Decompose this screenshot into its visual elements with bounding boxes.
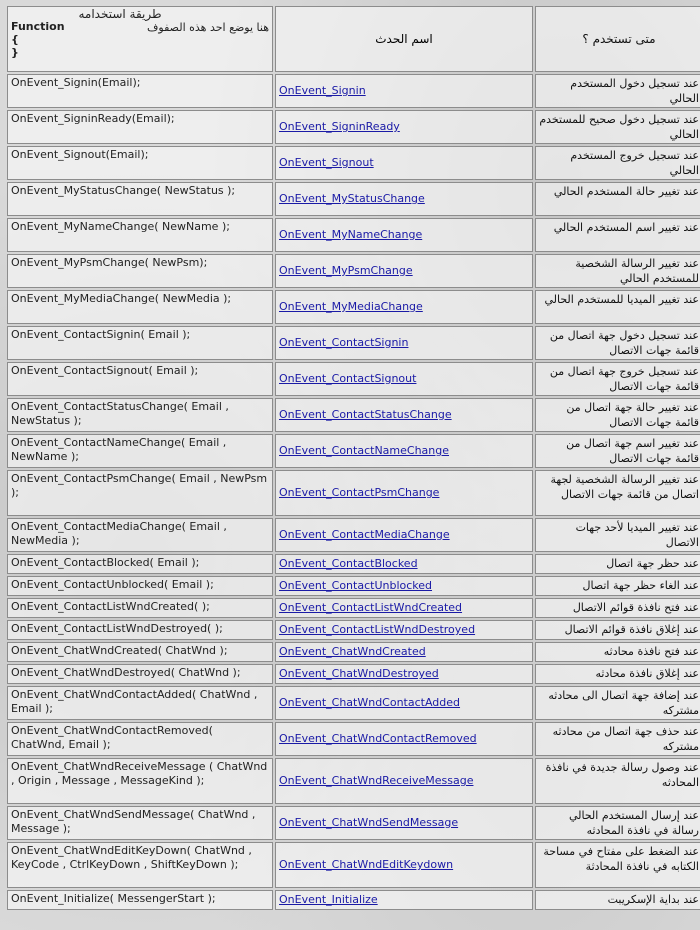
usage-header-cell bbox=[7, 6, 273, 72]
usage-title: طريقة استخدامه bbox=[78, 7, 162, 21]
usage-cell: OnEvent_ContactNameChange( Email , NewName ); bbox=[7, 434, 273, 468]
usage-cell: OnEvent_Initialize( MessengerStart ); bbox=[7, 890, 273, 910]
table-row bbox=[7, 74, 700, 108]
event-cell bbox=[275, 620, 533, 640]
when-cell: عند حظر جهة اتصال bbox=[535, 554, 700, 574]
usage-cell: OnEvent_ContactBlocked( Email ); bbox=[7, 554, 273, 574]
table-row bbox=[7, 146, 700, 180]
table-row bbox=[7, 554, 700, 574]
event-link[interactable]: OnEvent_MyMediaChange bbox=[279, 300, 423, 313]
table-row bbox=[7, 470, 700, 516]
table-row bbox=[7, 598, 700, 618]
table-row bbox=[7, 254, 700, 288]
when-cell: عند تغيير الرسالة الشخصية لجهة اتصال من قائمة جهات الاتصال bbox=[535, 470, 700, 516]
usage-cell: OnEvent_ChatWndContactRemoved( ChatWnd, Email ); bbox=[7, 722, 273, 756]
event-cell bbox=[275, 146, 533, 180]
event-link[interactable]: OnEvent_ContactBlocked bbox=[279, 557, 418, 570]
event-link[interactable]: OnEvent_ContactListWndDestroyed bbox=[279, 623, 476, 636]
event-link[interactable]: OnEvent_ChatWndCreated bbox=[279, 645, 426, 658]
when-cell: عند تغيير اسم المستخدم الحالي bbox=[535, 218, 700, 252]
event-cell bbox=[275, 218, 533, 252]
event-link[interactable]: OnEvent_ContactListWndCreated bbox=[279, 601, 463, 614]
event-link[interactable]: OnEvent_MyPsmChange bbox=[279, 264, 413, 277]
event-cell bbox=[275, 470, 533, 516]
event-link[interactable]: OnEvent_ChatWndSendMessage bbox=[279, 816, 459, 829]
when-cell: عند إضافة جهة اتصال الى محادثه مشتركه bbox=[535, 686, 700, 720]
event-cell bbox=[275, 686, 533, 720]
table-row bbox=[7, 890, 700, 910]
usage-cell: OnEvent_ChatWndDestroyed( ChatWnd ); bbox=[7, 664, 273, 684]
when-cell: عند تغيير الرسالة الشخصية للمستخدم الحالي bbox=[535, 254, 700, 288]
event-cell bbox=[275, 664, 533, 684]
table-row bbox=[7, 326, 700, 360]
event-cell bbox=[275, 362, 533, 396]
when-cell: عند حذف جهة اتصال من محادثه مشتركه bbox=[535, 722, 700, 756]
usage-cell: OnEvent_ChatWndReceiveMessage ( ChatWnd , Origin , Message , MessageKind ); bbox=[7, 758, 273, 804]
table-row bbox=[7, 398, 700, 432]
table-row bbox=[7, 110, 700, 144]
event-cell bbox=[275, 642, 533, 662]
event-cell bbox=[275, 842, 533, 888]
when-cell: عند إرسال المستخدم الحالي رسالة في نافذة المحادثه bbox=[535, 806, 700, 840]
event-link[interactable]: OnEvent_SigninReady bbox=[279, 120, 400, 133]
usage-cell: OnEvent_MyNameChange( NewName ); bbox=[7, 218, 273, 252]
event-link[interactable]: OnEvent_ChatWndEditKeydown bbox=[279, 858, 454, 871]
when-title: متى تستخدم ؟ bbox=[582, 31, 656, 46]
when-cell: عند تغيير اسم جهة اتصال من قائمة جهات الاتصال bbox=[535, 434, 700, 468]
usage-cell: OnEvent_ContactMediaChange( Email , NewMedia ); bbox=[7, 518, 273, 552]
usage-cell: OnEvent_ChatWndContactAdded( ChatWnd , Email ); bbox=[7, 686, 273, 720]
when-cell: عند تسجيل دخول المستخدم الحالي bbox=[535, 74, 700, 108]
event-link[interactable]: OnEvent_Signout bbox=[279, 156, 374, 169]
event-name-header-cell bbox=[275, 6, 533, 72]
usage-cell: OnEvent_MyPsmChange( NewPsm); bbox=[7, 254, 273, 288]
event-link[interactable]: OnEvent_Initialize bbox=[279, 893, 378, 906]
event-link[interactable]: OnEvent_ContactPsmChange bbox=[279, 486, 440, 499]
header-row bbox=[7, 6, 700, 72]
when-cell: عند الضغط على مفتاح في مساحة الكتابه في نافذة المحادثة bbox=[535, 842, 700, 888]
event-cell bbox=[275, 326, 533, 360]
usage-cell: OnEvent_ContactStatusChange( Email , NewStatus ); bbox=[7, 398, 273, 432]
event-link[interactable]: OnEvent_ContactSignin bbox=[279, 336, 409, 349]
table-row bbox=[7, 218, 700, 252]
usage-cell: OnEvent_MyMediaChange( NewMedia ); bbox=[7, 290, 273, 324]
event-cell bbox=[275, 758, 533, 804]
table-row bbox=[7, 686, 700, 720]
event-link[interactable]: OnEvent_ContactNameChange bbox=[279, 444, 450, 457]
when-header-cell bbox=[535, 6, 700, 72]
event-link[interactable]: OnEvent_ChatWndContactRemoved bbox=[279, 732, 477, 745]
when-cell: عند فتح نافذة محادثه bbox=[535, 642, 700, 662]
usage-cell: OnEvent_ContactPsmChange( Email , NewPsm ); bbox=[7, 470, 273, 516]
event-cell bbox=[275, 722, 533, 756]
usage-cell: OnEvent_Signout(Email); bbox=[7, 146, 273, 180]
event-cell bbox=[275, 598, 533, 618]
event-cell bbox=[275, 110, 533, 144]
event-cell bbox=[275, 74, 533, 108]
when-cell: عند فتح نافذة قوائم الاتصال bbox=[535, 598, 700, 618]
event-cell bbox=[275, 554, 533, 574]
table-row bbox=[7, 576, 700, 596]
when-cell: عند تغيير حالة المستخدم الحالي bbox=[535, 182, 700, 216]
usage-cell: OnEvent_ContactSignin( Email ); bbox=[7, 326, 273, 360]
when-cell: عند تسجيل خروج جهة اتصال من قائمة جهات الاتصال bbox=[535, 362, 700, 396]
when-cell: عند الغاء حظر جهة اتصال bbox=[535, 576, 700, 596]
usage-cell: OnEvent_MyStatusChange( NewStatus ); bbox=[7, 182, 273, 216]
when-cell: عند إغلاق نافذة قوائم الاتصال bbox=[535, 620, 700, 640]
event-cell bbox=[275, 290, 533, 324]
table-row bbox=[7, 290, 700, 324]
table-row bbox=[7, 722, 700, 756]
table-row bbox=[7, 518, 700, 552]
event-link[interactable]: OnEvent_ChatWndReceiveMessage bbox=[279, 774, 474, 787]
usage-cell: OnEvent_SigninReady(Email); bbox=[7, 110, 273, 144]
table-row bbox=[7, 664, 700, 684]
usage-cell: OnEvent_ChatWndEditKeyDown( ChatWnd , KeyCode , CtrlKeyDown , ShiftKeyDown ); bbox=[7, 842, 273, 888]
event-link[interactable]: OnEvent_ContactUnblocked bbox=[279, 579, 433, 592]
event-cell bbox=[275, 398, 533, 432]
table-row bbox=[7, 842, 700, 888]
event-link[interactable]: OnEvent_ContactMediaChange bbox=[279, 528, 450, 541]
table-row bbox=[7, 620, 700, 640]
table-row bbox=[7, 434, 700, 468]
function-keyword: Function bbox=[11, 20, 65, 33]
when-cell: عند تغيير حالة جهة اتصال من قائمة جهات الاتصال bbox=[535, 398, 700, 432]
when-cell: عند وصول رسالة جديدة في نافذة المحادثه bbox=[535, 758, 700, 804]
when-cell: عند تسجيل دخول صحيح للمستخدم الحالي bbox=[535, 110, 700, 144]
event-cell bbox=[275, 576, 533, 596]
event-cell bbox=[275, 434, 533, 468]
event-cell bbox=[275, 182, 533, 216]
usage-cell: OnEvent_ContactListWndCreated( ); bbox=[7, 598, 273, 618]
event-link[interactable]: OnEvent_MyNameChange bbox=[279, 228, 423, 241]
event-cell bbox=[275, 518, 533, 552]
table-row bbox=[7, 642, 700, 662]
usage-cell: OnEvent_ChatWndSendMessage( ChatWnd , Message ); bbox=[7, 806, 273, 840]
event-link[interactable]: OnEvent_ContactSignout bbox=[279, 372, 417, 385]
brace-close: } bbox=[11, 46, 19, 59]
event-cell bbox=[275, 806, 533, 840]
usage-cell: OnEvent_ContactListWndDestroyed( ); bbox=[7, 620, 273, 640]
brace-open: { bbox=[11, 33, 19, 46]
table-row bbox=[7, 362, 700, 396]
when-cell: عند تغيير الميديا للمستخدم الحالي bbox=[535, 290, 700, 324]
table-row bbox=[7, 182, 700, 216]
event-link[interactable]: OnEvent_ChatWndDestroyed bbox=[279, 667, 439, 680]
event-name-title: اسم الحدث bbox=[375, 32, 433, 46]
usage-cell: OnEvent_ContactUnblocked( Email ); bbox=[7, 576, 273, 596]
when-cell: عند إغلاق نافذة محادثه bbox=[535, 664, 700, 684]
usage-cell: OnEvent_Signin(Email); bbox=[7, 74, 273, 108]
event-link[interactable]: OnEvent_Signin bbox=[279, 84, 366, 97]
usage-hint-text: هنا يوضع احد هذه الصفوف bbox=[147, 21, 269, 34]
usage-cell: OnEvent_ContactSignout( Email ); bbox=[7, 362, 273, 396]
when-cell: عند بداية الإسكريبت bbox=[535, 890, 700, 910]
when-cell: عند تسجيل خروج المستخدم الحالي bbox=[535, 146, 700, 180]
events-table bbox=[5, 4, 700, 912]
event-cell bbox=[275, 254, 533, 288]
event-link[interactable]: OnEvent_ContactStatusChange bbox=[279, 408, 452, 421]
event-link[interactable]: OnEvent_MyStatusChange bbox=[279, 192, 425, 205]
when-cell: عند تغيير الميديا لأحد جهات الاتصال bbox=[535, 518, 700, 552]
table-row bbox=[7, 758, 700, 804]
event-link[interactable]: OnEvent_ChatWndContactAdded bbox=[279, 696, 461, 709]
table-row bbox=[7, 806, 700, 840]
usage-cell: OnEvent_ChatWndCreated( ChatWnd ); bbox=[7, 642, 273, 662]
when-cell: عند تسجيل دخول جهة اتصال من قائمة جهات الاتصال bbox=[535, 326, 700, 360]
event-cell bbox=[275, 890, 533, 910]
